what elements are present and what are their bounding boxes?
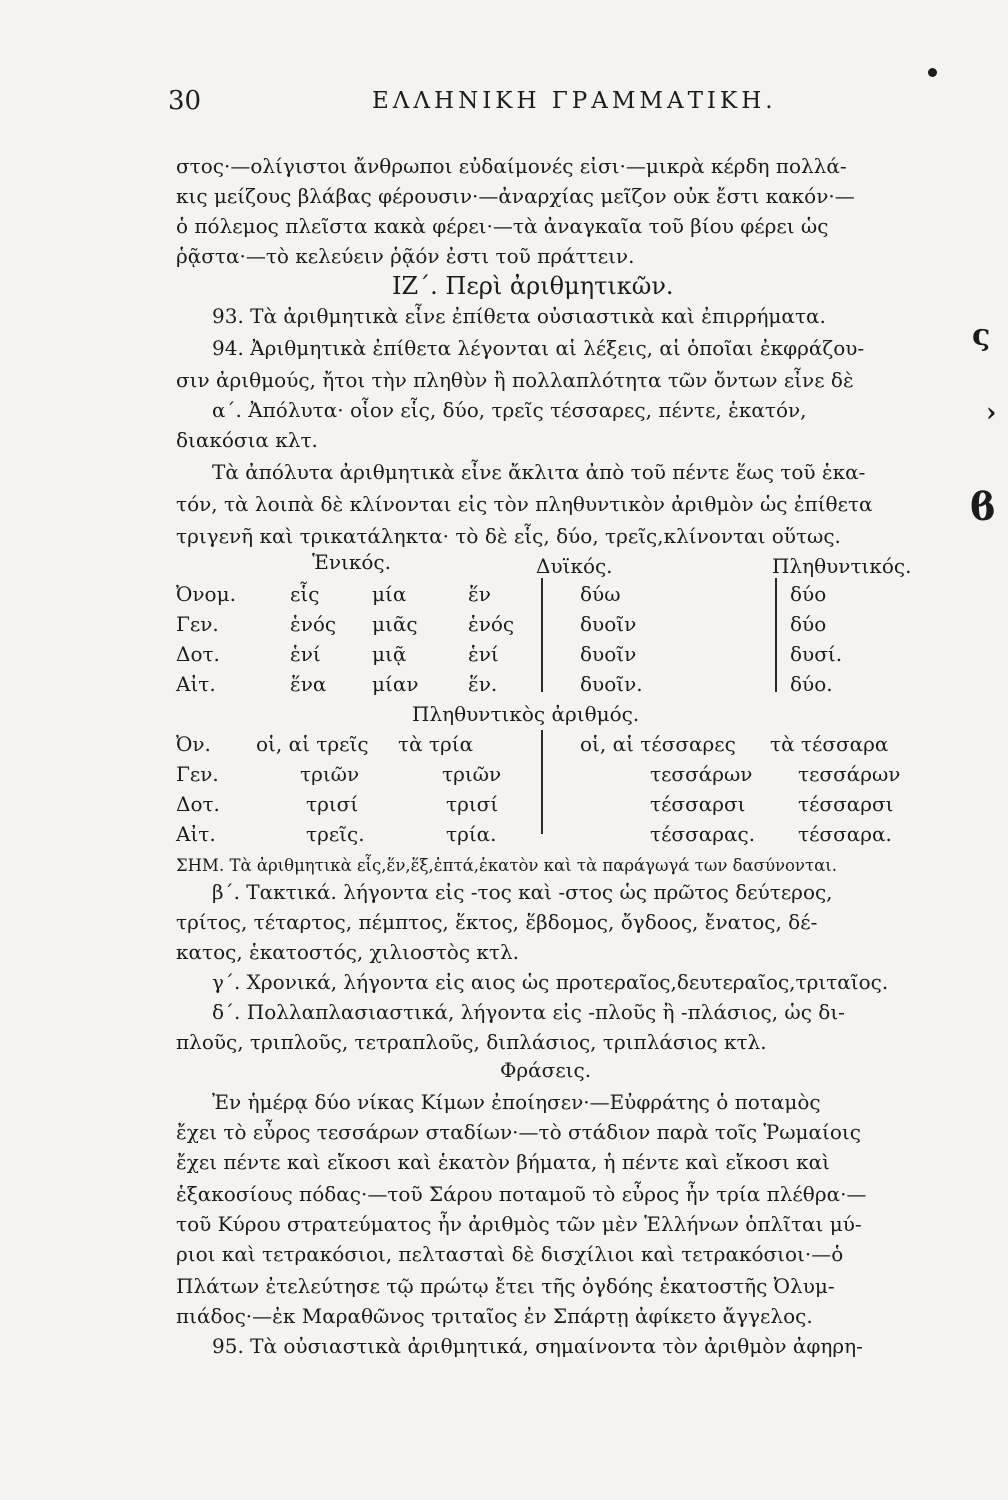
text-line: Ἐν ἡμέρᾳ δύο νίκας Κίμων ἐποίησεν·—Εὐφράτης ὁ ποταμὸς — [212, 1090, 821, 1114]
section-heading: ΙΖ΄. Περὶ ἀριθμητικῶν. — [392, 272, 674, 300]
text-line: 95. Τὰ οὐσιαστικὰ ἀριθμητικά, σημαίνοντα τὸν ἀριθμὸν ἀφηρη- — [212, 1334, 863, 1358]
text-line: δ΄. Πολλαπλασιαστικά, λήγοντα εἰς -πλοῦς ἢ -πλάσιος, ὡς δι- — [212, 1000, 845, 1024]
column-rule — [775, 578, 777, 692]
text-line: β΄. Τακτικά. λήγοντα εἰς -τος καὶ -στος ὡς πρῶτος δεύτερος, — [212, 880, 833, 904]
column-rule — [541, 578, 543, 692]
text-line: 93. Τὰ ἀριθμητικὰ εἶνε ἐπίθετα οὐσιαστικὰ καὶ ἐπιρρήματα. — [212, 304, 826, 328]
case-label: Γεν. — [176, 612, 219, 636]
page-number: 30 — [168, 86, 202, 116]
text-line: κις μείζους βλάβας φέρουσιν·—ἀναρχίας μεῖζον οὐκ ἔστι κακόν·— — [176, 184, 855, 208]
text-line: πιάδος·—ἐκ Μαραθῶνος τριταῖος ἐν Σπάρτῃ ἀφίκετο ἄγγελος. — [176, 1304, 813, 1328]
text-line: ριοι καὶ τετρακόσιοι, πελτασταὶ δὲ δισχίλιοι καὶ τετρακόσιοι·—ὁ — [176, 1242, 844, 1266]
table-cell: εἷς — [290, 582, 320, 606]
table-cell: μίαν — [372, 672, 419, 696]
table-cell: δύο — [790, 612, 827, 636]
ink-dot — [928, 68, 937, 77]
table-cell: τριῶν — [300, 762, 360, 786]
table-cell: τρισί — [306, 792, 359, 816]
text-line: ἑξακοσίους πόδας·—τοῦ Σάρου ποταμοῦ τὸ εὖρος ἦν τρία πλέθρα·— — [176, 1182, 867, 1206]
table-header-plural-number: Πληθυντικὸς ἀριθμός. — [412, 702, 640, 726]
table-cell: τέσσαρσι — [798, 792, 894, 816]
column-rule — [541, 730, 543, 834]
text-line: ἔχει πέντε καὶ εἴκοσι καὶ ἑκατὸν βήματα, ἡ πέντε καὶ εἴκοσι καὶ — [176, 1150, 830, 1174]
phrases-heading: Φράσεις. — [500, 1058, 592, 1082]
table-cell: δύω — [580, 582, 621, 606]
table-cell: ἑνός — [468, 612, 515, 636]
text-line: 94. Ἀριθμητικὰ ἐπίθετα λέγονται αἱ λέξεις, αἱ ὁποῖαι ἐκφράζου- — [212, 336, 865, 360]
case-label: Γεν. — [176, 762, 219, 786]
case-label: Αἰτ. — [176, 672, 216, 696]
case-label: Ὀν. — [176, 732, 211, 756]
table-cell: οἱ, αἱ τρεῖς — [256, 732, 369, 756]
text-line: Τὰ ἀπόλυτα ἀριθμητικὰ εἶνε ἄκλιτα ἀπὸ τοῦ πέντε ἕως τοῦ ἑκα- — [212, 460, 866, 484]
table-cell: τέσσαρσι — [650, 792, 746, 816]
text-line: Πλάτων ἐτελεύτησε τῷ πρώτῳ ἔτει τῆς ὀγδόης ἑκατοστῆς Ὀλυμ- — [176, 1274, 835, 1298]
table-cell: δυοῖν — [580, 612, 637, 636]
table-cell: δυσί. — [790, 642, 843, 666]
margin-mark: ϐ — [970, 484, 996, 529]
table-cell: τρεῖς. — [306, 822, 365, 846]
table-cell: τριῶν — [442, 762, 502, 786]
text-line: τριγενῆ καὶ τρικατάληκτα· τὸ δὲ εἷς, δύο, τρεῖς,κλίνονται οὕτως. — [176, 524, 841, 548]
table-cell: ἑνός — [290, 612, 337, 636]
table-cell: τέσσαρα. — [798, 822, 892, 846]
table-cell: τὰ τέσσαρα — [770, 732, 889, 756]
table-cell: τρισί — [446, 792, 499, 816]
text-line: ῥᾷστα·—τὸ κελεύειν ῥᾷόν ἐστι τοῦ πράττειν. — [176, 244, 635, 268]
table-cell: τεσσάρων — [650, 762, 753, 786]
margin-mark: ς — [972, 318, 991, 353]
case-label: Δοτ. — [176, 642, 220, 666]
table-cell: δύο — [790, 582, 827, 606]
text-line: α΄. Ἀπόλυτα· οἷον εἷς, δύο, τρεῖς τέσσαρες, πέντε, ἑκατόν, — [212, 398, 807, 422]
text-line: διακόσια κλτ. — [176, 428, 318, 452]
case-label: Αἰτ. — [176, 822, 216, 846]
table-cell: ἕν — [468, 582, 491, 606]
text-line: σιν ἀριθμούς, ἤτοι τὴν πληθὺν ἢ πολλαπλότητα τῶν ὄντων εἶνε δὲ — [176, 368, 854, 392]
table-cell: δυοῖν — [580, 642, 637, 666]
table-cell: τρία. — [446, 822, 497, 846]
table-cell: ἕν. — [468, 672, 498, 696]
table-header-plural: Πληθυντικός. — [772, 554, 912, 578]
text-line: γ΄. Χρονικά, λήγοντα εἰς αιος ὡς προτεραῖος,δευτεραῖος,τριταῖος. — [212, 970, 889, 994]
text-line: πλοῦς, τριπλοῦς, τετραπλοῦς, διπλάσιος, τριπλάσιος κτλ. — [176, 1030, 767, 1054]
text-line: ὁ πόλεμος πλεῖστα κακὰ φέρει·—τὰ ἀναγκαῖα τοῦ βίου φέρει ὡς — [176, 214, 829, 238]
table-cell: ἑνί — [468, 642, 499, 666]
table-cell: τὰ τρία — [398, 732, 474, 756]
margin-mark: › — [986, 398, 997, 428]
table-cell: οἱ, αἱ τέσσαρες — [580, 732, 736, 756]
text-line: τοῦ Κύρου στρατεύματος ἦν ἀριθμὸς τῶν μὲν Ἑλλήνων ὁπλῖται μύ- — [176, 1212, 862, 1236]
table-cell: δύο. — [790, 672, 833, 696]
table-header-singular: Ἑνικός. — [312, 550, 391, 574]
text-line: στος·—ολίγιστοι ἄνθρωποι εὐδαίμονές εἰσι·—μικρὰ κέρδη πολλά- — [176, 154, 847, 178]
text-line: κατος, ἑκατοστός, χιλιοστὸς κτλ. — [176, 940, 519, 964]
note-line: ΣΗΜ. Τὰ ἀριθμητικὰ εἷς,ἕν,ἕξ,ἑπτά,ἑκατὸν καὶ τὰ παράγωγά των δασύνονται. — [176, 856, 837, 875]
table-cell: μιᾷ — [372, 642, 407, 666]
table-cell: δυοῖν. — [580, 672, 643, 696]
text-line: τρίτος, τέταρτος, πέμπτος, ἕκτος, ἕβδομος, ὄγδοος, ἔνατος, δέ- — [176, 910, 818, 934]
case-label: Δοτ. — [176, 792, 220, 816]
table-cell: ἑνί — [290, 642, 321, 666]
case-label: Ὀνομ. — [176, 582, 236, 606]
table-header-dual: Δυϊκός. — [536, 554, 613, 578]
text-line: ἔχει τὸ εὖρος τεσσάρων σταδίων·—τὸ στάδιον παρὰ τοῖς Ῥωμαίοις — [176, 1120, 861, 1144]
table-cell: μία — [372, 582, 407, 606]
table-cell: τέσσαρας. — [650, 822, 756, 846]
text-line: τόν, τὰ λοιπὰ δὲ κλίνονται εἰς τὸν πληθυντικὸν ἀριθμὸν ὡς ἐπίθετα — [176, 492, 873, 516]
table-cell: μιᾶς — [372, 612, 418, 636]
table-cell: ἕνα — [290, 672, 327, 696]
running-title: ΕΛΛΗΝΙΚΗ ΓΡΑΜΜΑΤΙΚΗ. — [372, 88, 777, 114]
table-cell: τεσσάρων — [798, 762, 901, 786]
